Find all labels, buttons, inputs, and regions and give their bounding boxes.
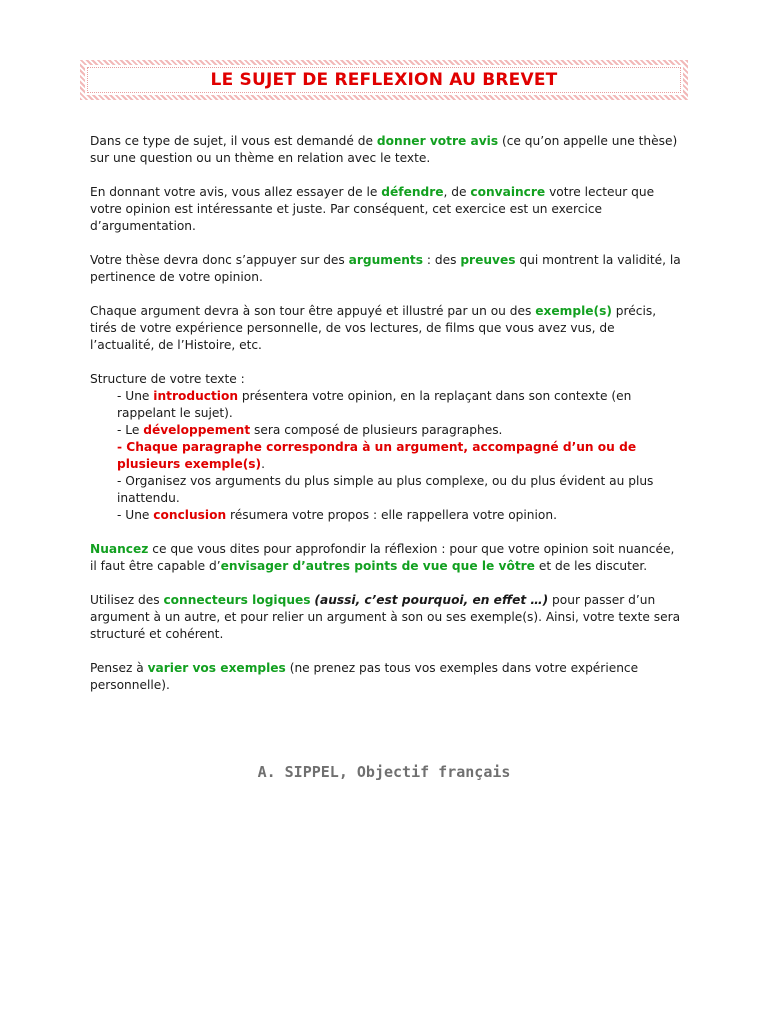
text-run: . xyxy=(261,457,265,471)
title-frame xyxy=(80,60,688,100)
text-run: : des xyxy=(423,253,461,267)
text-run: ce que vous dites pour approfondir la réflexion : pour que votre opinion soit nuancée, il faut être capable d’ xyxy=(90,542,675,573)
keyword-green: Nuancez xyxy=(90,542,149,556)
keyword-green: exemple(s) xyxy=(535,304,612,318)
document-body xyxy=(90,133,682,711)
structure-list xyxy=(90,388,682,524)
intro-paragraphs xyxy=(90,133,682,354)
text-run: votre lecteur que votre opinion est intéressante et juste. Par conséquent, cet exercice est un exercice d’argumentation. xyxy=(90,185,655,233)
text-run: Votre thèse devra donc s’appuyer sur des xyxy=(90,253,349,267)
text-run: et de les discuter. xyxy=(534,559,648,573)
keyword-green: preuves xyxy=(460,253,516,267)
structure-heading: Structure de votre texte : xyxy=(90,372,245,386)
structure-item-developpement xyxy=(117,422,682,439)
text-run: En donnant votre avis, vous allez essayer de le xyxy=(90,185,382,199)
page-title: LE SUJET DE REFLEXION AU BREVET xyxy=(210,70,558,90)
text-run: pour passer d’un argument à un autre, et pour relier un argument à son ou ses exemple(s). Ainsi, votre texte sera structuré et cohérent. xyxy=(90,593,681,641)
keyword-italic: (aussi, c’est pourquoi, en effet …) xyxy=(314,593,549,607)
text-run: (ce qu’on appelle une thèse) sur une question ou un thème en relation avec le texte. xyxy=(90,134,678,165)
text-run: - Une xyxy=(117,508,154,522)
text-run: - Une xyxy=(117,389,154,403)
paragraph xyxy=(90,133,682,167)
paragraph xyxy=(90,303,682,354)
keyword-green: envisager d’autres points de vue que le vôtre xyxy=(220,559,535,573)
keyword-red: introduction xyxy=(153,389,239,403)
paragraph xyxy=(90,184,682,235)
text-run: Pensez à xyxy=(90,661,148,675)
structure-item-conclusion xyxy=(117,507,682,524)
paragraph-connecteurs xyxy=(90,592,682,643)
keyword-green: varier vos exemples xyxy=(147,661,286,675)
text-run: Utilisez des xyxy=(90,593,164,607)
paragraph-nuancez xyxy=(90,541,682,575)
text-run: (ne prenez pas tous vos exemples dans votre expérience personnelle). xyxy=(90,661,639,692)
structure-item-introduction xyxy=(117,388,682,422)
text-run: Dans ce type de sujet, il vous est demandé de xyxy=(90,134,377,148)
text-run: - Organisez vos arguments du plus simple au plus complexe, ou du plus évident au plus inattendu. xyxy=(117,474,654,505)
keyword-green: défendre xyxy=(381,185,444,199)
text-run: qui montrent la validité, la pertinence de votre opinion. xyxy=(90,253,681,284)
text-run: précis, tirés de votre expérience personnelle, de vos lectures, de films que vous avez vus, de l’actualité, de l’Histoire, etc. xyxy=(90,304,657,352)
structure-section xyxy=(90,371,682,524)
structure-item-organisation xyxy=(117,473,682,507)
text-run: présentera votre opinion, en la replaçant dans son contexte (en rappelant le sujet). xyxy=(117,389,632,420)
keyword-green: arguments xyxy=(348,253,424,267)
closing-paragraphs xyxy=(90,541,682,694)
text-run: , de xyxy=(443,185,471,199)
keyword-green: donner votre avis xyxy=(376,134,499,148)
keyword-red: développement xyxy=(143,423,251,437)
structure-item-paragraphe xyxy=(117,439,682,473)
keyword-green: convaincre xyxy=(470,185,546,199)
author-signature: A. SIPPEL, Objectif français xyxy=(257,763,511,781)
text-run: - Le xyxy=(117,423,144,437)
text-run: sera composé de plusieurs paragraphes. xyxy=(250,423,503,437)
keyword-red: conclusion xyxy=(153,508,227,522)
paragraph-exemples xyxy=(90,660,682,694)
text-run: résumera votre propos : elle rappellera votre opinion. xyxy=(226,508,557,522)
keyword-green: connecteurs logiques xyxy=(163,593,311,607)
text-run: - Chaque paragraphe correspondra à un argument, accompagné d’un ou de plusieurs exemple(s) xyxy=(117,440,637,471)
text-run: Chaque argument devra à son tour être appuyé et illustré par un ou des xyxy=(90,304,536,318)
paragraph xyxy=(90,252,682,286)
